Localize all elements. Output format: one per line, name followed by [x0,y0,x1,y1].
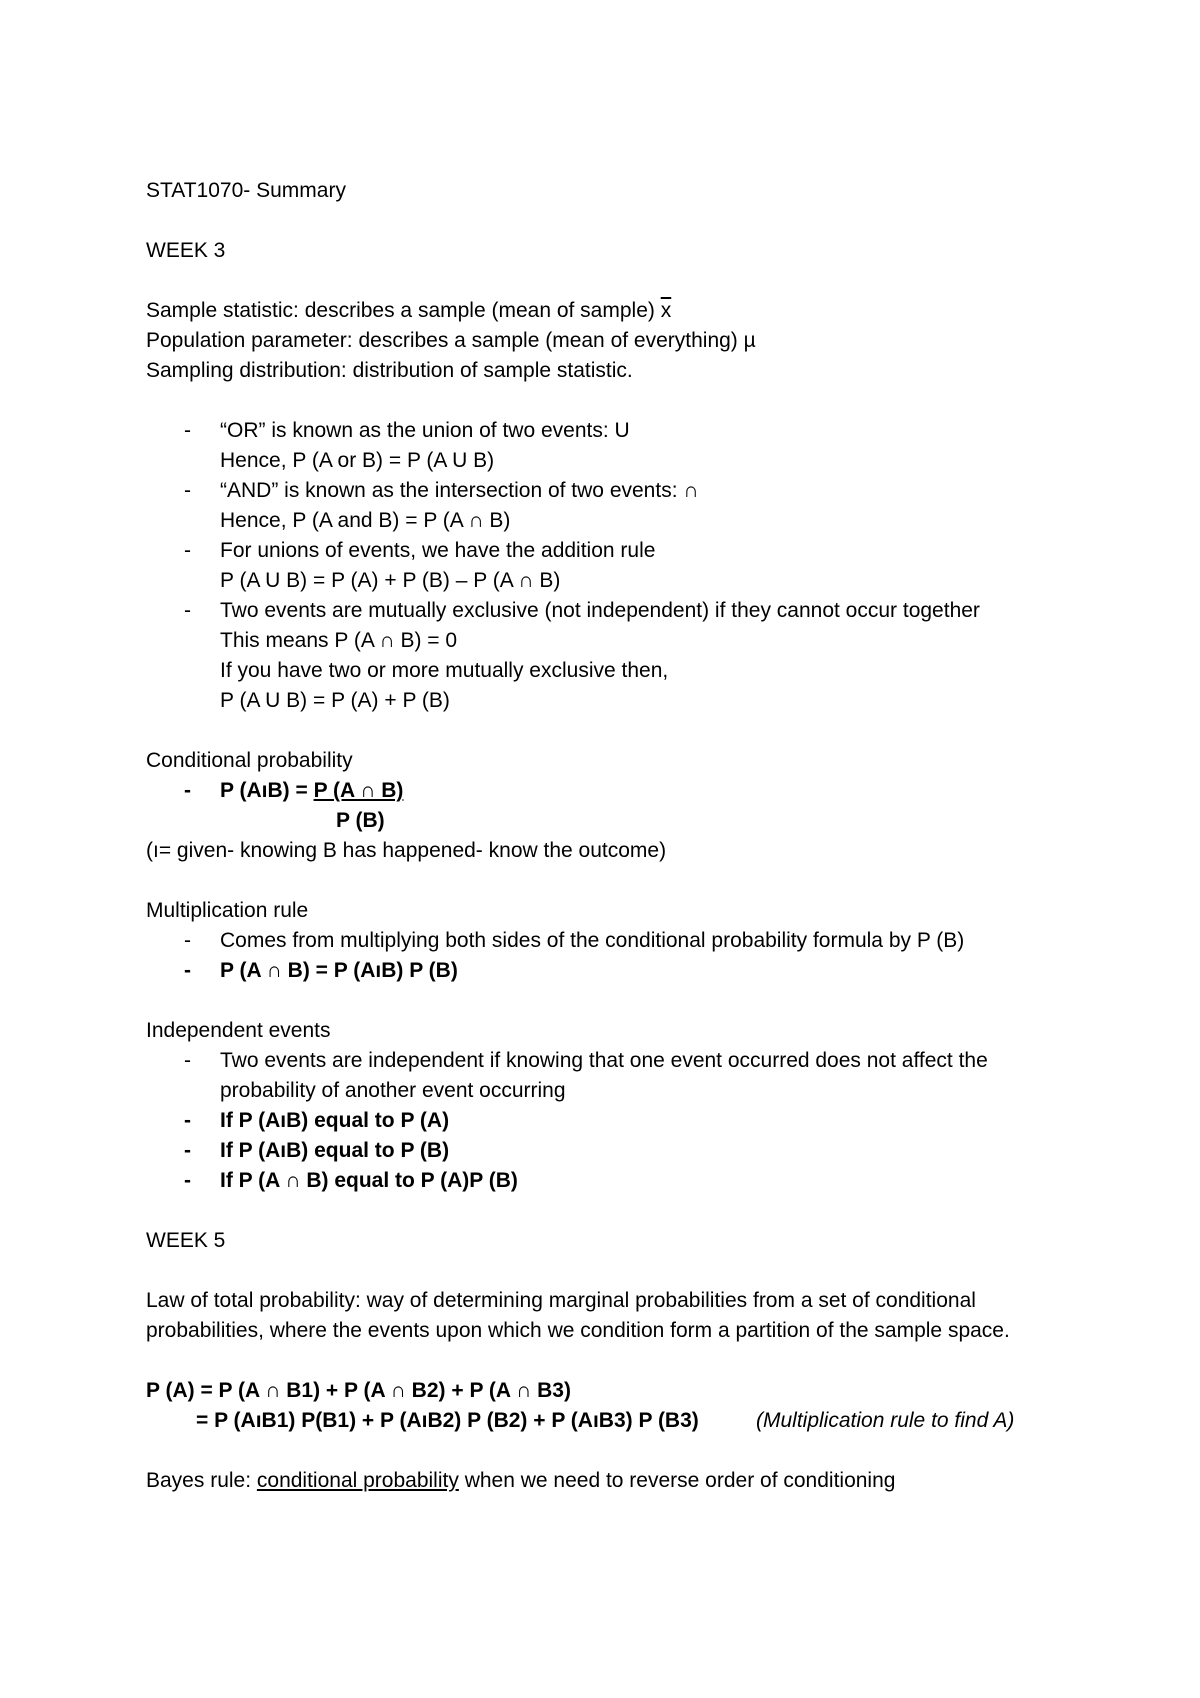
spacer [146,266,1066,296]
list-item-continuation: P (A U B) = P (A) + P (B) – P (A ∩ B) [220,569,561,592]
dash-bullet: - [184,1109,191,1132]
x-bar-symbol: $\overline{x}$ [660,299,672,322]
list-item-text: Two events are mutually exclusive (not independent) if they cannot occur together [220,599,980,622]
dash-bullet: - [184,1139,191,1162]
dash-bullet: - [184,539,191,562]
given-bar: ı [261,779,268,802]
sample-statistic-text: Sample statistic: describes a sample (mean of sample) [146,299,661,322]
conditional-lhs: P (A [220,779,262,802]
list-item-text: “OR” is known as the union of two events: U [220,419,630,442]
total-probability-equation-expansion [146,1406,1066,1436]
bayes-rule-line [146,1466,1066,1496]
dash-bullet: - [184,479,191,502]
dash-bullet: - [184,959,191,982]
conditional-lhs-end: B) = [267,779,314,802]
sample-statistic-line [146,296,1066,326]
week-3-heading: WEEK 3 [146,239,226,262]
population-parameter-line: Population parameter: describes a sample (mean of everything) µ [146,329,756,352]
list-item [146,1166,1066,1196]
document-title: STAT1070- Summary [146,179,346,202]
list-item [146,956,1066,986]
conditional-formula [146,776,1066,806]
dash-bullet: - [184,929,191,952]
conditional-note: (ı= given- knowing B has happened- know the outcome) [146,839,667,862]
list-item [146,536,1066,566]
list-item-text: “AND” is known as the intersection of two events: ∩ [220,479,699,502]
list-item [146,476,1066,506]
bayes-label: Bayes rule: [146,1469,257,1492]
list-item-text: If P (A ∩ B) equal to P (A)P (B) [220,1169,518,1192]
conditional-denominator: P (B) [336,809,385,832]
week-5-heading: WEEK 5 [146,1229,226,1252]
list-item-continuation: Hence, P (A and B) = P (A ∩ B) [220,509,511,532]
list-item-text: P (A ∩ B) = P (AıB) P (B) [220,959,458,982]
dash-bullet: - [184,419,191,442]
list-item-continuation: If you have two or more mutually exclusive then, [220,659,669,682]
dash-bullet: - [184,1169,191,1192]
conditional-probability-heading: Conditional probability [146,749,353,772]
spacer [146,1196,1066,1226]
list-item-continuation: This means P (A ∩ B) = 0 [220,629,458,652]
list-item-text: If P (AıB) equal to P (B) [220,1139,450,1162]
list-item [146,926,1066,956]
list-item-continuation: P (A U B) = P (A) + P (B) [220,689,450,712]
list-item [146,1046,1066,1106]
spacer [146,866,1066,896]
spacer [146,1346,1066,1376]
total-probability-paragraph: Law of total probability: way of determining marginal probabilities from a set of conditional probabilities, where the events upon which we condition form a partition of the sample space. [146,1289,1010,1342]
list-item-text: If P (AıB) equal to P (A) [220,1109,450,1132]
multiplication-rule-note: (Multiplication rule to find A) [756,1409,1015,1432]
total-probability-equation: P (A) = P (A ∩ B1) + P (A ∩ B2) + P (A ∩ B3) [146,1379,571,1402]
multiplication-rule-heading: Multiplication rule [146,899,309,922]
dash-bullet: - [184,599,191,622]
list-item-text: Comes from multiplying both sides of the conditional probability formula by P (B) [220,929,965,952]
independent-events-heading: Independent events [146,1019,331,1042]
dash-bullet: - [184,1049,191,1072]
spacer [146,1436,1066,1466]
list-item [146,596,1066,626]
conditional-numerator: P (A ∩ B) [313,779,404,802]
equation-expansion-text: = P (AıB1) P(B1) + P (AıB2) P (B2) + P (AıB3) P (B3) [196,1409,699,1432]
spacer [146,386,1066,416]
list-item [146,416,1066,446]
list-item [146,1136,1066,1166]
spacer [146,1256,1066,1286]
dash-bullet: - [184,779,191,802]
list-item-text: Two events are independent if knowing that one event occurred does not affect the probability of another event occurring [220,1049,988,1102]
document-content [146,176,1066,1496]
list-item-text: For unions of events, we have the addition rule [220,539,656,562]
sampling-distribution-line: Sampling distribution: distribution of sample statistic. [146,359,633,382]
bayes-rest: when we need to reverse order of conditioning [458,1469,896,1492]
spacer [146,716,1066,746]
union-intersection-list [146,416,1066,716]
list-item [146,1106,1066,1136]
conditional-probability-underlined: conditional probability [256,1469,459,1492]
spacer [146,986,1066,1016]
list-item-continuation: Hence, P (A or B) = P (A U B) [220,449,495,472]
spacer [146,206,1066,236]
